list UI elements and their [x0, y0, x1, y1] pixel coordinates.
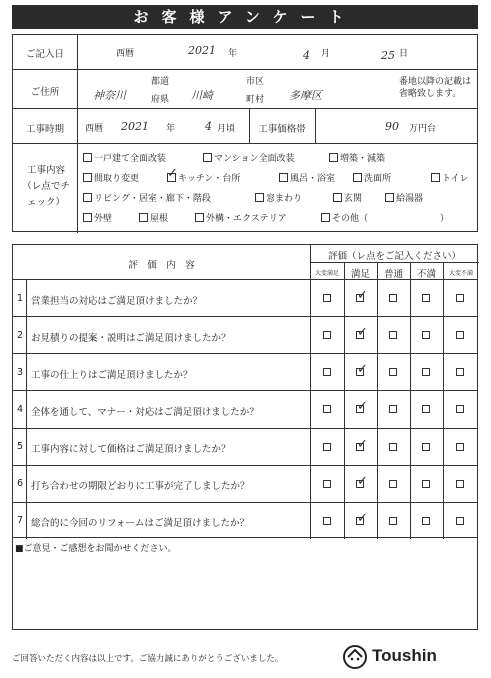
rating-checkbox[interactable]	[456, 405, 464, 413]
pref-type-bottom: 府県	[151, 95, 170, 105]
question-number: 1	[16, 293, 24, 304]
option-16[interactable]: その他（ ）	[321, 211, 449, 224]
checkbox[interactable]	[195, 213, 204, 222]
rating-checkbox[interactable]	[422, 294, 430, 302]
period-year-unit: 年	[166, 124, 176, 134]
rating-checkbox[interactable]	[422, 517, 430, 525]
rating-checkbox[interactable]	[422, 368, 430, 376]
option-11[interactable]: 玄関	[333, 191, 362, 204]
question-text: 工事内容に対して価格はご満足頂けましたか？	[31, 444, 231, 455]
rating-checkbox[interactable]	[422, 443, 430, 451]
option-12[interactable]: 給湯器	[385, 191, 423, 204]
pref-type-top: 都道	[151, 77, 170, 87]
option-10[interactable]: 窓まわり	[255, 191, 302, 204]
price-unit: 万円台	[409, 124, 437, 134]
checkbox[interactable]	[385, 193, 394, 202]
question-number: 4	[16, 404, 24, 415]
rating-dissatisfied: 不満	[416, 269, 436, 280]
rating-checkbox[interactable]	[323, 405, 331, 413]
info-section	[12, 34, 478, 232]
question-text: 打ち合わせの期限どおりに工事が完了しましたか？	[31, 481, 250, 492]
check-mark-icon: ✓	[357, 325, 368, 340]
address-ward: 多摩区	[289, 89, 322, 102]
option-3[interactable]: 増築・減築	[329, 151, 385, 164]
checkbox[interactable]	[83, 193, 92, 202]
comments-box	[12, 538, 478, 630]
date-day-unit: 日	[399, 49, 409, 59]
checkbox[interactable]	[279, 173, 288, 182]
checkbox[interactable]	[83, 213, 92, 222]
checkbox[interactable]	[83, 153, 92, 162]
rating-very-satisfied: 大変満足	[314, 270, 339, 277]
date-month: 4	[303, 49, 310, 62]
checkbox[interactable]	[321, 213, 330, 222]
question-text: 工事の仕上りはご満足頂けましたか？	[31, 370, 193, 381]
question-number: 3	[16, 367, 24, 378]
rating-header: 評価（レ点をご記入ください）	[327, 251, 461, 262]
date-year: 2021	[188, 44, 216, 57]
check-mark-icon: ✓	[357, 399, 368, 414]
rating-satisfied: 満足	[350, 269, 370, 280]
content-header: 評 価 内 容	[128, 260, 195, 271]
period-label: 工事時期	[25, 124, 64, 135]
checkbox[interactable]	[203, 153, 212, 162]
checkbox[interactable]	[431, 173, 440, 182]
period-era: 西暦	[85, 124, 104, 134]
question-text: お見積りの提案・説明はご満足頂けましたか？	[31, 333, 231, 344]
check-mark-icon: ✓	[357, 437, 368, 452]
question-number: 7	[16, 515, 24, 526]
date-month-unit: 月	[321, 49, 331, 59]
rating-checkbox[interactable]	[323, 480, 331, 488]
address-city: 川崎	[191, 89, 213, 102]
checkbox[interactable]	[255, 193, 264, 202]
option-5[interactable]: キッチン・台所	[167, 171, 240, 184]
rating-checkbox[interactable]	[389, 294, 397, 302]
option-7[interactable]: 洗面所	[353, 171, 391, 184]
checkbox[interactable]	[333, 193, 342, 202]
option-8[interactable]: トイレ	[431, 171, 469, 184]
question-number: 5	[16, 441, 24, 452]
question-text: 全体を通して、マナー・対応はご満足頂けましたか？	[31, 407, 259, 418]
question-number: 2	[16, 330, 24, 341]
check-mark-icon: ✓	[357, 288, 368, 303]
rating-very-dissatisfied: 大変不満	[448, 270, 473, 277]
date-day: 25	[381, 49, 395, 62]
content-label: 工事内容（レ点でチェック）	[22, 165, 70, 208]
checkbox[interactable]	[83, 173, 92, 182]
rating-checkbox[interactable]	[456, 480, 464, 488]
rating-neutral: 普通	[383, 269, 403, 280]
option-4[interactable]: 間取り変更	[83, 171, 139, 184]
city-type-bottom: 町村	[246, 95, 265, 105]
brand-name: Toushin	[372, 646, 437, 665]
brand-logo-icon	[342, 644, 368, 674]
price-value: 90	[385, 120, 399, 133]
rating-checkbox[interactable]	[389, 443, 397, 451]
period-month-unit: 月頃	[217, 124, 236, 134]
checkbox[interactable]	[329, 153, 338, 162]
check-mark-icon: ✓	[357, 511, 368, 526]
page-title: お客様アンケート	[12, 5, 478, 29]
rating-checkbox[interactable]	[389, 480, 397, 488]
comments-label: ■ご意見・ご感想をお聞かせください。	[15, 544, 177, 554]
option-6[interactable]: 風呂・浴室	[279, 171, 335, 184]
checkbox[interactable]	[139, 213, 148, 222]
footer-thanks: ご回答いただく内容は以上です。ご協力誠にありがとうございました。	[12, 654, 284, 664]
date-era: 西暦	[116, 49, 135, 59]
option-1[interactable]: 一戸建て全面改装	[83, 151, 166, 164]
option-2[interactable]: マンション全面改装	[203, 151, 295, 164]
rating-checkbox[interactable]	[456, 331, 464, 339]
question-text: 総合的に今回のリフォームはご満足頂けましたか？	[31, 518, 250, 529]
rating-checkbox[interactable]	[323, 368, 331, 376]
check-mark-icon: ✓	[167, 166, 178, 181]
check-mark-icon: ✓	[357, 474, 368, 489]
check-mark-icon: ✓	[357, 362, 368, 377]
rating-checkbox[interactable]	[389, 368, 397, 376]
rating-checkbox[interactable]	[456, 517, 464, 525]
rating-checkbox[interactable]	[323, 517, 331, 525]
rating-checkbox[interactable]	[456, 368, 464, 376]
date-label: ご記入日	[25, 49, 64, 60]
date-year-unit: 年	[228, 49, 238, 59]
rating-checkbox[interactable]	[323, 331, 331, 339]
rating-checkbox[interactable]	[422, 331, 430, 339]
option-14[interactable]: 屋根	[139, 211, 168, 224]
rating-checkbox[interactable]	[389, 331, 397, 339]
address-label: ご住所	[30, 87, 60, 98]
rating-checkbox[interactable]	[422, 480, 430, 488]
period-month: 4	[205, 120, 212, 133]
address-pref: 神奈川	[93, 89, 126, 102]
rating-checkbox[interactable]	[389, 517, 397, 525]
question-text: 営業担当の対応はご満足頂けましたか？	[31, 296, 203, 307]
rating-checkbox[interactable]	[422, 405, 430, 413]
period-year: 2021	[121, 120, 149, 133]
city-type-top: 市区	[246, 77, 265, 87]
rating-checkbox[interactable]	[323, 294, 331, 302]
rating-checkbox[interactable]	[323, 443, 331, 451]
price-label: 工事価格帯	[258, 124, 306, 135]
option-13[interactable]: 外壁	[83, 211, 112, 224]
question-number: 6	[16, 478, 24, 489]
checkbox[interactable]	[353, 173, 362, 182]
rating-checkbox[interactable]	[456, 294, 464, 302]
rating-checkbox[interactable]	[389, 405, 397, 413]
survey-table	[12, 244, 478, 538]
option-15[interactable]: 外構・エクステリア	[195, 211, 287, 224]
option-9[interactable]: リビング・居室・廊下・階段	[83, 191, 211, 204]
address-note: 番地以降の記載は省略致します。	[399, 77, 472, 99]
rating-checkbox[interactable]	[456, 443, 464, 451]
